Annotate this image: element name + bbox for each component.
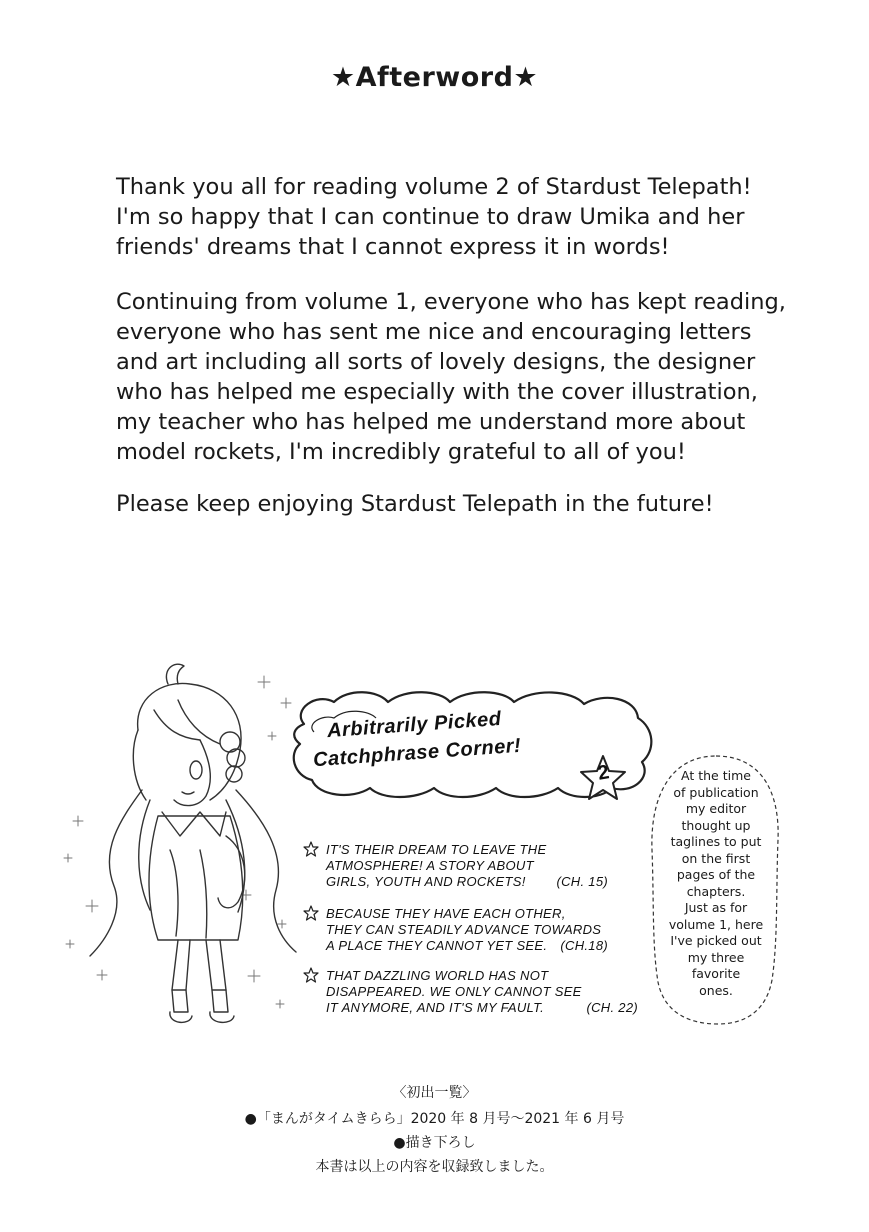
star-bullet-icon bbox=[303, 905, 319, 921]
note-line: Just as for bbox=[684, 900, 748, 915]
banner-title-line-2: Catchphrase Corner! bbox=[312, 734, 522, 772]
note-line: At the time bbox=[681, 768, 751, 783]
catchphrase-line: BECAUSE THEY HAVE EACH OTHER, bbox=[326, 906, 566, 921]
catchphrase-line: A PLACE THEY CANNOT YET SEE. bbox=[326, 938, 548, 953]
paragraph-line: friends' dreams that I cannot express it in words! bbox=[116, 234, 670, 260]
catchphrase-line: GIRLS, YOUTH AND ROCKETS! bbox=[326, 874, 526, 889]
catchphrase-chapter: (CH. 22) bbox=[586, 1000, 638, 1015]
paragraph-line: model rockets, I'm incredibly grateful to all of you! bbox=[116, 439, 686, 465]
afterword-paragraph-3 bbox=[116, 489, 796, 519]
catchphrase-line: DISAPPEARED. WE ONLY CANNOT SEE bbox=[326, 984, 582, 999]
catchphrase-line: THEY CAN STEADILY ADVANCE TOWARDS bbox=[326, 922, 602, 937]
catchphrase-chapter: (CH.18) bbox=[560, 938, 608, 953]
note-line: volume 1, here bbox=[668, 916, 764, 932]
catchphrase-line: IT ANYMORE, AND IT'S MY FAULT. bbox=[326, 1000, 545, 1015]
note-line: on the first bbox=[681, 850, 751, 866]
star-bullet-icon bbox=[303, 967, 319, 983]
catchphrase-item bbox=[308, 842, 608, 890]
page-title: ★Afterword★ bbox=[330, 62, 539, 93]
first-appearance-magazine: ●「まんがタイムきらら」2020 年 8 月号〜2021 年 6 月号 bbox=[244, 1111, 625, 1127]
note-line: favorite bbox=[691, 966, 741, 981]
note-line: my three bbox=[687, 949, 745, 965]
badge-number: 2 bbox=[596, 761, 611, 785]
note-line: pages of the bbox=[676, 867, 756, 882]
paragraph-line: who has helped me especially with the cover illustration, bbox=[116, 379, 758, 405]
paragraph-line: Thank you all for reading volume 2 of Stardust Telepath! bbox=[116, 174, 752, 200]
paragraph-line: everyone who has sent me nice and encouraging letters bbox=[116, 319, 752, 345]
paragraph-line: I'm so happy that I can continue to draw Umika and her bbox=[116, 204, 745, 230]
catchphrase-item bbox=[308, 968, 638, 1016]
catchphrase-item bbox=[308, 906, 608, 954]
paragraph-line: Please keep enjoying Stardust Telepath in the future! bbox=[116, 491, 714, 517]
paragraph-line: Continuing from volume 1, everyone who has kept reading, bbox=[116, 289, 786, 315]
collection-note: 本書は以上の内容を収録致しました。 bbox=[315, 1159, 554, 1175]
first-appearance-new: ●描き下ろし bbox=[393, 1135, 476, 1151]
chibi-girl-illustration bbox=[50, 640, 310, 1040]
note-line: ones. bbox=[699, 982, 733, 998]
paragraph-line: and art including all sorts of lovely designs, the designer bbox=[116, 349, 756, 375]
note-line: of publication bbox=[673, 784, 759, 800]
paragraph-line: my teacher who has helped me understand more about bbox=[116, 409, 746, 435]
catchphrase-line: THAT DAZZLING WORLD HAS NOT bbox=[326, 968, 549, 983]
catchphrase-line: ATMOSPHERE! A STORY ABOUT bbox=[326, 858, 534, 873]
star-bullet-icon bbox=[303, 841, 319, 857]
note-line: I've picked out bbox=[670, 933, 762, 948]
catchphrase-line: IT'S THEIR DREAM TO LEAVE THE bbox=[326, 842, 547, 857]
note-line: thought up bbox=[681, 817, 751, 833]
banner-title-line-1: Arbitrarily Picked bbox=[326, 707, 503, 743]
note-line: taglines to put bbox=[670, 834, 762, 849]
note-line: my editor bbox=[685, 801, 747, 816]
first-appearance-heading: 〈初出一覧〉 bbox=[392, 1085, 477, 1101]
side-note-text bbox=[656, 768, 776, 999]
afterword-paragraph-2 bbox=[116, 287, 796, 467]
afterword-paragraph-1 bbox=[116, 172, 796, 262]
note-line: chapters. bbox=[686, 883, 746, 899]
catchphrase-chapter: (CH. 15) bbox=[556, 874, 608, 889]
sparkle-icon bbox=[64, 676, 291, 1008]
